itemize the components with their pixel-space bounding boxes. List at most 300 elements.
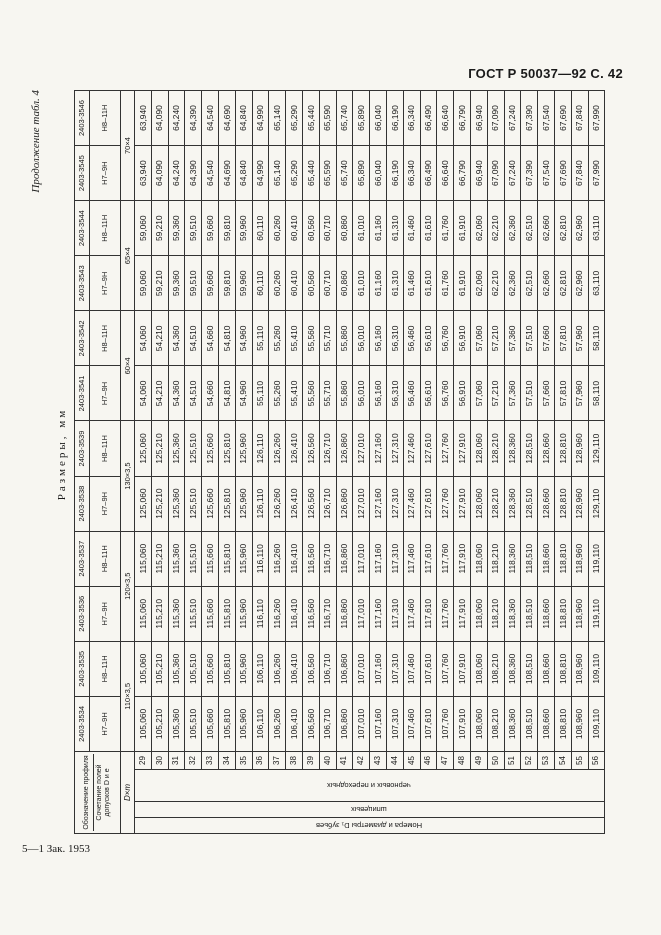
table-cell: 57,360 bbox=[504, 311, 521, 366]
table-cell: 129,110 bbox=[588, 476, 605, 531]
table-cell: 55,710 bbox=[319, 366, 336, 421]
table-cell: 54,210 bbox=[151, 311, 168, 366]
table-cell: 106,260 bbox=[269, 641, 286, 696]
table-cell: 116,260 bbox=[269, 586, 286, 641]
table-row bbox=[504, 91, 521, 834]
table-cell: 60,710 bbox=[319, 256, 336, 311]
table-cell: 61,610 bbox=[420, 256, 437, 311]
table-cell: 67,840 bbox=[571, 146, 588, 201]
table-cell: 65,290 bbox=[286, 91, 303, 146]
table-cell: 126,260 bbox=[269, 421, 286, 476]
table-cell: 127,160 bbox=[370, 476, 387, 531]
table-cell: 116,710 bbox=[319, 531, 336, 586]
table-cell: 125,510 bbox=[185, 476, 202, 531]
table-cell: 66,640 bbox=[437, 146, 454, 201]
table-cell: 108,810 bbox=[554, 641, 571, 696]
table-cell: 61,910 bbox=[454, 256, 471, 311]
row-number: 45 bbox=[403, 751, 420, 769]
table-cell: 59,960 bbox=[235, 201, 252, 256]
table-cell: 65,890 bbox=[353, 146, 370, 201]
table-cell: 59,510 bbox=[185, 256, 202, 311]
side-label-numbers bbox=[135, 818, 605, 834]
table-cell: 115,360 bbox=[168, 531, 185, 586]
table-cell: 61,460 bbox=[403, 256, 420, 311]
table-row bbox=[470, 91, 487, 834]
row-number: 53 bbox=[538, 751, 555, 769]
table-cell: 119,110 bbox=[588, 531, 605, 586]
table-cell: 61,010 bbox=[353, 256, 370, 311]
table-cell: 128,060 bbox=[470, 476, 487, 531]
table-cell: 118,810 bbox=[554, 531, 571, 586]
table-cell: 128,810 bbox=[554, 476, 571, 531]
table-row bbox=[286, 91, 303, 834]
table-cell: 107,010 bbox=[353, 696, 370, 751]
table-cell: 115,210 bbox=[151, 531, 168, 586]
table-cell: 57,660 bbox=[538, 366, 555, 421]
row-number: 36 bbox=[252, 751, 269, 769]
table-cell: 128,960 bbox=[571, 421, 588, 476]
table-cell: 118,210 bbox=[487, 586, 504, 641]
group-size: 130×3,5 bbox=[121, 421, 135, 531]
table-cell: 105,360 bbox=[168, 641, 185, 696]
table-cell: 67,390 bbox=[521, 91, 538, 146]
table-cell: 60,860 bbox=[336, 256, 353, 311]
table-row bbox=[269, 91, 286, 834]
table-cell: 63,110 bbox=[588, 201, 605, 256]
table-cell: 59,210 bbox=[151, 201, 168, 256]
row-number: 54 bbox=[554, 751, 571, 769]
table-cell: 116,560 bbox=[302, 531, 319, 586]
row-number: 32 bbox=[185, 751, 202, 769]
table-cell: 117,310 bbox=[386, 586, 403, 641]
table-cell: 117,610 bbox=[420, 531, 437, 586]
table-cell: 116,410 bbox=[286, 586, 303, 641]
table-cell: 128,210 bbox=[487, 476, 504, 531]
table-cell: 57,510 bbox=[521, 311, 538, 366]
table-cell: 57,810 bbox=[554, 311, 571, 366]
table-cell: 105,360 bbox=[168, 696, 185, 751]
table-cell: 126,860 bbox=[336, 421, 353, 476]
table-cell: 61,310 bbox=[386, 201, 403, 256]
table-cell: 67,840 bbox=[571, 91, 588, 146]
col-code: 2403-3544 bbox=[75, 201, 90, 256]
table-cell: 105,060 bbox=[135, 696, 152, 751]
table-cell: 115,960 bbox=[235, 531, 252, 586]
table-cell: 116,560 bbox=[302, 586, 319, 641]
table-cell: 65,140 bbox=[269, 91, 286, 146]
table-cell: 108,960 bbox=[571, 696, 588, 751]
table-cell: 108,210 bbox=[487, 641, 504, 696]
table-cell: 125,660 bbox=[202, 476, 219, 531]
table-cell: 61,160 bbox=[370, 201, 387, 256]
table-cell: 66,340 bbox=[403, 91, 420, 146]
table-cell: 58,110 bbox=[588, 366, 605, 421]
table-cell: 108,360 bbox=[504, 641, 521, 696]
table-cell: 54,210 bbox=[151, 366, 168, 421]
col-tolerance: H8–11H bbox=[90, 421, 121, 476]
table-cell: 105,660 bbox=[202, 696, 219, 751]
table-cell: 64,240 bbox=[168, 91, 185, 146]
table-cell: 60,560 bbox=[302, 256, 319, 311]
table-cell: 56,760 bbox=[437, 366, 454, 421]
rotated-page-region bbox=[30, 90, 644, 834]
document-header: ГОСТ Р 50037—92 С. 42 bbox=[468, 66, 623, 81]
table-cell: 61,010 bbox=[353, 201, 370, 256]
table-cell: 127,610 bbox=[420, 476, 437, 531]
side-label-shafts-text: шпицевых bbox=[351, 805, 387, 815]
table-cell: 117,460 bbox=[403, 531, 420, 586]
table-cell: 117,910 bbox=[454, 531, 471, 586]
table-cell: 128,510 bbox=[521, 476, 538, 531]
table-cell: 62,510 bbox=[521, 201, 538, 256]
label-combo: Сочетание полей допусков D и e bbox=[93, 754, 112, 831]
table-cell: 107,910 bbox=[454, 696, 471, 751]
table-cell: 57,210 bbox=[487, 366, 504, 421]
row-number: 50 bbox=[487, 751, 504, 769]
table-cell: 127,610 bbox=[420, 421, 437, 476]
table-cell: 56,460 bbox=[403, 366, 420, 421]
row-number: 29 bbox=[135, 751, 152, 769]
table-cell: 116,710 bbox=[319, 586, 336, 641]
table-cell: 59,060 bbox=[135, 256, 152, 311]
table-cell: 108,960 bbox=[571, 641, 588, 696]
table-cell: 127,310 bbox=[386, 476, 403, 531]
table-cell: 128,810 bbox=[554, 421, 571, 476]
table-cell: 108,060 bbox=[470, 641, 487, 696]
table-cell: 105,210 bbox=[151, 641, 168, 696]
table-cell: 107,160 bbox=[370, 696, 387, 751]
table-cell: 61,760 bbox=[437, 256, 454, 311]
table-row bbox=[336, 91, 353, 834]
col-code: 2403-3534 bbox=[75, 696, 90, 751]
table-row bbox=[185, 91, 202, 834]
table-cell: 67,090 bbox=[487, 91, 504, 146]
table-cell: 60,260 bbox=[269, 256, 286, 311]
table-cell: 127,310 bbox=[386, 421, 403, 476]
table-cell: 64,540 bbox=[202, 146, 219, 201]
table-cell: 105,210 bbox=[151, 696, 168, 751]
table-cell: 127,910 bbox=[454, 476, 471, 531]
table-cell: 128,360 bbox=[504, 476, 521, 531]
table-cell: 65,140 bbox=[269, 146, 286, 201]
group-size: 70×4 bbox=[121, 91, 135, 201]
table-cell: 108,660 bbox=[538, 641, 555, 696]
header-row-tolerances bbox=[90, 91, 121, 834]
table-cell: 116,110 bbox=[252, 586, 269, 641]
table-cell: 54,810 bbox=[218, 311, 235, 366]
table-cell: 107,610 bbox=[420, 696, 437, 751]
table-cell: 57,060 bbox=[470, 366, 487, 421]
table-cell: 61,610 bbox=[420, 201, 437, 256]
table-cell: 108,510 bbox=[521, 696, 538, 751]
row-number: 52 bbox=[521, 751, 538, 769]
table-cell: 66,940 bbox=[470, 146, 487, 201]
table-cell: 67,690 bbox=[554, 91, 571, 146]
table-cell: 67,690 bbox=[554, 146, 571, 201]
table-cell: 116,260 bbox=[269, 531, 286, 586]
table-cell: 59,360 bbox=[168, 201, 185, 256]
table-cell: 62,960 bbox=[571, 256, 588, 311]
table-cell: 64,090 bbox=[151, 146, 168, 201]
table-cell: 65,890 bbox=[353, 91, 370, 146]
table-cell: 60,410 bbox=[286, 201, 303, 256]
table-cell: 62,060 bbox=[470, 256, 487, 311]
col-tolerance: H8–11H bbox=[90, 641, 121, 696]
table-cell: 60,410 bbox=[286, 256, 303, 311]
table-row bbox=[487, 91, 504, 834]
table-cell: 57,960 bbox=[571, 311, 588, 366]
table-cell: 126,560 bbox=[302, 476, 319, 531]
table-cell: 125,810 bbox=[218, 421, 235, 476]
table-cell: 115,660 bbox=[202, 531, 219, 586]
table-cell: 55,410 bbox=[286, 366, 303, 421]
table-cell: 64,390 bbox=[185, 91, 202, 146]
table-cell: 127,460 bbox=[403, 476, 420, 531]
table-cell: 66,340 bbox=[403, 146, 420, 201]
col-tolerance: H7–9H bbox=[90, 696, 121, 751]
row-number: 49 bbox=[470, 751, 487, 769]
table-cell: 106,860 bbox=[336, 696, 353, 751]
table-cell: 128,210 bbox=[487, 421, 504, 476]
table-cell: 115,060 bbox=[135, 531, 152, 586]
row-number: 55 bbox=[571, 751, 588, 769]
table-cell: 66,940 bbox=[470, 91, 487, 146]
row-number: 31 bbox=[168, 751, 185, 769]
table-cell: 64,690 bbox=[218, 146, 235, 201]
col-code: 2403-3538 bbox=[75, 476, 90, 531]
table-cell: 54,360 bbox=[168, 366, 185, 421]
table-cell: 63,110 bbox=[588, 256, 605, 311]
table-cell: 54,360 bbox=[168, 311, 185, 366]
table-cell: 55,410 bbox=[286, 311, 303, 366]
table-cell: 115,510 bbox=[185, 531, 202, 586]
table-cell: 59,060 bbox=[135, 201, 152, 256]
table-cell: 57,060 bbox=[470, 311, 487, 366]
dimensions-table bbox=[74, 90, 605, 834]
table-cell: 57,210 bbox=[487, 311, 504, 366]
table-cell: 118,060 bbox=[470, 531, 487, 586]
table-cell: 106,260 bbox=[269, 696, 286, 751]
table-cell: 56,610 bbox=[420, 366, 437, 421]
table-row bbox=[168, 91, 185, 834]
table-cell: 126,710 bbox=[319, 421, 336, 476]
table-cell: 127,010 bbox=[353, 476, 370, 531]
col-code: 2403-3546 bbox=[75, 91, 90, 146]
table-cell: 54,060 bbox=[135, 311, 152, 366]
side-label-shafts bbox=[135, 802, 605, 818]
col-code: 2403-3542 bbox=[75, 311, 90, 366]
table-cell: 65,440 bbox=[302, 91, 319, 146]
table-row bbox=[437, 91, 454, 834]
table-cell: 62,660 bbox=[538, 201, 555, 256]
row-number: 33 bbox=[202, 751, 219, 769]
table-cell: 107,610 bbox=[420, 641, 437, 696]
table-cell: 118,510 bbox=[521, 531, 538, 586]
table-cell: 125,060 bbox=[135, 421, 152, 476]
table-cell: 61,310 bbox=[386, 256, 403, 311]
table-cell: 59,660 bbox=[202, 201, 219, 256]
table-cell: 115,810 bbox=[218, 586, 235, 641]
table-cell: 117,160 bbox=[370, 586, 387, 641]
row-number: 37 bbox=[269, 751, 286, 769]
table-cell: 106,560 bbox=[302, 696, 319, 751]
table-cell: 108,810 bbox=[554, 696, 571, 751]
table-cell: 64,390 bbox=[185, 146, 202, 201]
table-cell: 67,090 bbox=[487, 146, 504, 201]
table-row bbox=[353, 91, 370, 834]
table-cell: 56,310 bbox=[386, 366, 403, 421]
table-cell: 62,360 bbox=[504, 201, 521, 256]
table-cell: 106,110 bbox=[252, 696, 269, 751]
table-cell: 106,410 bbox=[286, 696, 303, 751]
table-cell: 63,940 bbox=[135, 91, 152, 146]
table-cell: 118,960 bbox=[571, 531, 588, 586]
row-number: 47 bbox=[437, 751, 454, 769]
table-cell: 105,810 bbox=[218, 641, 235, 696]
group-size: 65×4 bbox=[121, 201, 135, 311]
table-cell: 115,210 bbox=[151, 586, 168, 641]
table-cell: 118,210 bbox=[487, 531, 504, 586]
table-cell: 55,860 bbox=[336, 311, 353, 366]
table-cell: 125,960 bbox=[235, 421, 252, 476]
table-cell: 60,260 bbox=[269, 201, 286, 256]
table-body bbox=[135, 91, 605, 834]
table-cell: 61,910 bbox=[454, 201, 471, 256]
table-cell: 105,510 bbox=[185, 641, 202, 696]
row-number: 39 bbox=[302, 751, 319, 769]
table-cell: 62,510 bbox=[521, 256, 538, 311]
table-cell: 105,960 bbox=[235, 641, 252, 696]
col-tolerance: H8–11H bbox=[90, 91, 121, 146]
table-cell: 61,760 bbox=[437, 201, 454, 256]
table-cell: 67,240 bbox=[504, 91, 521, 146]
col-tolerance: H7–9H bbox=[90, 256, 121, 311]
table-cell: 59,360 bbox=[168, 256, 185, 311]
table-cell: 107,010 bbox=[353, 641, 370, 696]
table-cell: 56,610 bbox=[420, 311, 437, 366]
table-cell: 55,860 bbox=[336, 366, 353, 421]
table-cell: 65,590 bbox=[319, 91, 336, 146]
table-cell: 65,440 bbox=[302, 146, 319, 201]
table-cell: 106,860 bbox=[336, 641, 353, 696]
table-cell: 125,510 bbox=[185, 421, 202, 476]
table-row bbox=[420, 91, 437, 834]
table-cell: 117,010 bbox=[353, 586, 370, 641]
table-cell: 65,590 bbox=[319, 146, 336, 201]
sizes-caption: Размеры, мм bbox=[56, 407, 68, 501]
table-cell: 106,710 bbox=[319, 696, 336, 751]
table-cell: 62,960 bbox=[571, 201, 588, 256]
table-cell: 67,990 bbox=[588, 91, 605, 146]
table-row bbox=[135, 91, 152, 834]
table-cell: 59,210 bbox=[151, 256, 168, 311]
table-cell: 126,710 bbox=[319, 476, 336, 531]
table-cell: 54,510 bbox=[185, 311, 202, 366]
table-cell: 61,460 bbox=[403, 201, 420, 256]
col-code: 2403-3537 bbox=[75, 531, 90, 586]
table-cell: 116,410 bbox=[286, 531, 303, 586]
col-tolerance: H8–11H bbox=[90, 201, 121, 256]
table-cell: 118,360 bbox=[504, 531, 521, 586]
table-cell: 109,110 bbox=[588, 696, 605, 751]
table-cell: 117,910 bbox=[454, 586, 471, 641]
table-cell: 125,210 bbox=[151, 476, 168, 531]
table-cell: 55,110 bbox=[252, 366, 269, 421]
table-cell: 66,190 bbox=[386, 146, 403, 201]
table-cell: 117,760 bbox=[437, 586, 454, 641]
col-code: 2403-3545 bbox=[75, 146, 90, 201]
table-cell: 126,110 bbox=[252, 421, 269, 476]
table-row bbox=[218, 91, 235, 834]
table-cell: 56,460 bbox=[403, 311, 420, 366]
table-row bbox=[403, 91, 420, 834]
table-cell: 117,760 bbox=[437, 531, 454, 586]
table-cell: 64,990 bbox=[252, 146, 269, 201]
table-cell: 108,660 bbox=[538, 696, 555, 751]
table-cell: 56,310 bbox=[386, 311, 403, 366]
header-label-cell bbox=[75, 751, 121, 833]
row-number: 51 bbox=[504, 751, 521, 769]
side-label-numbers-text: Номера и диаметры D₁ зубьев bbox=[315, 821, 422, 831]
col-code: 2403-3539 bbox=[75, 421, 90, 476]
table-row bbox=[588, 91, 605, 834]
table-cell: 107,760 bbox=[437, 696, 454, 751]
col-code: 2403-3536 bbox=[75, 586, 90, 641]
table-cell: 59,660 bbox=[202, 256, 219, 311]
rotated-content bbox=[30, 90, 644, 834]
col-tolerance: H7–9H bbox=[90, 146, 121, 201]
table-cell: 55,260 bbox=[269, 366, 286, 421]
table-cell: 128,660 bbox=[538, 476, 555, 531]
table-cell: 66,190 bbox=[386, 91, 403, 146]
table-cell: 127,460 bbox=[403, 421, 420, 476]
row-number: 56 bbox=[588, 751, 605, 769]
table-cell: 107,910 bbox=[454, 641, 471, 696]
table-cell: 117,010 bbox=[353, 531, 370, 586]
row-number: 41 bbox=[336, 751, 353, 769]
table-cell: 107,310 bbox=[386, 696, 403, 751]
row-number: 30 bbox=[151, 751, 168, 769]
table-cell: 55,260 bbox=[269, 311, 286, 366]
col-tolerance: H7–9H bbox=[90, 366, 121, 421]
table-cell: 118,060 bbox=[470, 586, 487, 641]
table-cell: 125,360 bbox=[168, 421, 185, 476]
table-cell: 128,660 bbox=[538, 421, 555, 476]
table-cell: 127,760 bbox=[437, 421, 454, 476]
table-cell: 125,360 bbox=[168, 476, 185, 531]
table-cell: 125,660 bbox=[202, 421, 219, 476]
table-cell: 54,660 bbox=[202, 311, 219, 366]
table-cell: 55,110 bbox=[252, 311, 269, 366]
table-row bbox=[571, 91, 588, 834]
group-size: 120×3,5 bbox=[121, 531, 135, 641]
table-cell: 62,360 bbox=[504, 256, 521, 311]
table-cell: 115,810 bbox=[218, 531, 235, 586]
row-number: 42 bbox=[353, 751, 370, 769]
table-cell: 116,860 bbox=[336, 531, 353, 586]
table-cell: 118,960 bbox=[571, 586, 588, 641]
table-cell: 54,660 bbox=[202, 366, 219, 421]
table-cell: 126,110 bbox=[252, 476, 269, 531]
table-cell: 56,160 bbox=[370, 311, 387, 366]
col-code: 2403-3541 bbox=[75, 366, 90, 421]
table-cell: 55,560 bbox=[302, 366, 319, 421]
table-cell: 116,110 bbox=[252, 531, 269, 586]
table-row bbox=[521, 91, 538, 834]
table-cell: 62,210 bbox=[487, 256, 504, 311]
table-cell: 107,310 bbox=[386, 641, 403, 696]
table-row bbox=[151, 91, 168, 834]
